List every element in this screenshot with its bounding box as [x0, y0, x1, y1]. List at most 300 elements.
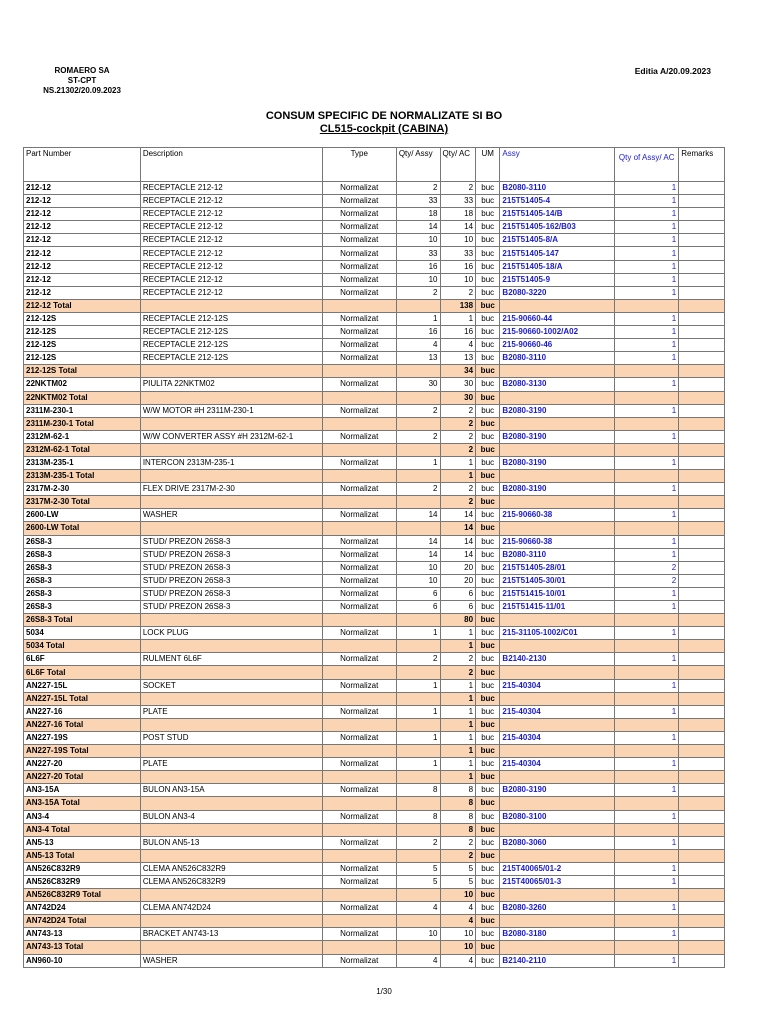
- qty-assy-cell: 10: [396, 273, 440, 286]
- type-cell: Normalizat: [322, 404, 396, 417]
- type-cell: [322, 522, 396, 535]
- qty-ac-cell: 4: [440, 954, 476, 967]
- table-row: [24, 456, 725, 469]
- remarks-cell: [679, 771, 725, 784]
- type-cell: Normalizat: [322, 928, 396, 941]
- table-row: [24, 627, 725, 640]
- assy-cell: 215T51415-10/01: [500, 587, 615, 600]
- qty-ac-cell: 16: [440, 260, 476, 273]
- table-row: [24, 731, 725, 744]
- qty-of-assy-cell: 1: [615, 195, 679, 208]
- remarks-cell: [679, 679, 725, 692]
- description-cell: [140, 915, 322, 928]
- um-cell: buc: [476, 548, 500, 561]
- qty-of-assy-cell: [615, 299, 679, 312]
- qty-ac-cell: 4: [440, 339, 476, 352]
- qty-assy-cell: 33: [396, 195, 440, 208]
- part-number-cell: AN960-10: [24, 954, 141, 967]
- part-number-cell: AN227-16 Total: [24, 718, 141, 731]
- qty-of-assy-cell: 1: [615, 875, 679, 888]
- part-number-cell: 26S8-3: [24, 574, 141, 587]
- part-number-cell: AN3-15A: [24, 784, 141, 797]
- table-row: [24, 221, 725, 234]
- assy-cell: [500, 718, 615, 731]
- type-cell: [322, 889, 396, 902]
- table-row: [24, 430, 725, 443]
- assy-cell: [500, 417, 615, 430]
- type-cell: Normalizat: [322, 195, 396, 208]
- description-cell: [140, 365, 322, 378]
- qty-assy-cell: [396, 470, 440, 483]
- part-number-cell: AN3-15A Total: [24, 797, 141, 810]
- qty-ac-cell: 1: [440, 718, 476, 731]
- qty-ac-cell: 14: [440, 535, 476, 548]
- col-header-remarks: Remarks: [679, 148, 725, 182]
- remarks-cell: [679, 928, 725, 941]
- description-cell: BRACKET AN743-13: [140, 928, 322, 941]
- description-cell: STUD/ PREZON 26S8-3: [140, 587, 322, 600]
- qty-assy-cell: [396, 915, 440, 928]
- part-number-cell: 212-12: [24, 221, 141, 234]
- part-number-cell: 6L6F: [24, 653, 141, 666]
- part-number-cell: AN743-13 Total: [24, 941, 141, 954]
- assy-cell: B2080-3180: [500, 928, 615, 941]
- qty-ac-cell: 13: [440, 352, 476, 365]
- total-row: [24, 614, 725, 627]
- um-cell: buc: [476, 456, 500, 469]
- remarks-cell: [679, 326, 725, 339]
- type-cell: Normalizat: [322, 208, 396, 221]
- qty-of-assy-cell: [615, 496, 679, 509]
- table-row: [24, 705, 725, 718]
- description-cell: [140, 522, 322, 535]
- assy-cell: 215T51405-18/A: [500, 260, 615, 273]
- remarks-cell: [679, 745, 725, 758]
- part-number-cell: 212-12: [24, 234, 141, 247]
- description-cell: PLATE: [140, 705, 322, 718]
- qty-of-assy-cell: 1: [615, 404, 679, 417]
- qty-ac-cell: 80: [440, 614, 476, 627]
- table-row: [24, 587, 725, 600]
- remarks-cell: [679, 365, 725, 378]
- qty-ac-cell: 10: [440, 889, 476, 902]
- qty-assy-cell: 10: [396, 574, 440, 587]
- description-cell: [140, 640, 322, 653]
- qty-of-assy-cell: [615, 692, 679, 705]
- type-cell: Normalizat: [322, 273, 396, 286]
- qty-of-assy-cell: 1: [615, 456, 679, 469]
- description-cell: [140, 391, 322, 404]
- qty-of-assy-cell: 1: [615, 731, 679, 744]
- qty-ac-cell: 5: [440, 862, 476, 875]
- remarks-cell: [679, 561, 725, 574]
- part-number-cell: 26S8-3 Total: [24, 614, 141, 627]
- remarks-cell: [679, 849, 725, 862]
- table-row: [24, 862, 725, 875]
- assy-cell: B2080-3110: [500, 352, 615, 365]
- document-title: CONSUM SPECIFIC DE NORMALIZATE SI BO: [265, 110, 503, 122]
- type-cell: Normalizat: [322, 352, 396, 365]
- remarks-cell: [679, 221, 725, 234]
- total-row: [24, 915, 725, 928]
- remarks-cell: [679, 718, 725, 731]
- table-row: [24, 810, 725, 823]
- um-cell: buc: [476, 443, 500, 456]
- qty-of-assy-cell: 1: [615, 221, 679, 234]
- part-number-cell: 2317M-2-30 Total: [24, 496, 141, 509]
- part-number-cell: 6L6F Total: [24, 666, 141, 679]
- part-number-cell: 212-12S: [24, 312, 141, 325]
- assy-cell: 215T51405-28/01: [500, 561, 615, 574]
- qty-assy-cell: [396, 417, 440, 430]
- part-number-cell: AN227-15L: [24, 679, 141, 692]
- qty-of-assy-cell: [615, 640, 679, 653]
- um-cell: buc: [476, 339, 500, 352]
- type-cell: Normalizat: [322, 954, 396, 967]
- type-cell: Normalizat: [322, 758, 396, 771]
- um-cell: buc: [476, 941, 500, 954]
- qty-of-assy-cell: 1: [615, 784, 679, 797]
- description-cell: INTERCON 2313M-235-1: [140, 456, 322, 469]
- part-number-cell: AN5-13 Total: [24, 849, 141, 862]
- assy-cell: [500, 391, 615, 404]
- description-cell: RECEPTACLE 212-12: [140, 195, 322, 208]
- qty-of-assy-cell: [615, 522, 679, 535]
- description-cell: [140, 823, 322, 836]
- type-cell: Normalizat: [322, 221, 396, 234]
- type-cell: [322, 915, 396, 928]
- description-cell: [140, 470, 322, 483]
- qty-assy-cell: [396, 823, 440, 836]
- qty-ac-cell: 2: [440, 496, 476, 509]
- um-cell: buc: [476, 535, 500, 548]
- qty-assy-cell: 2: [396, 182, 440, 195]
- table-row: [24, 653, 725, 666]
- um-cell: buc: [476, 326, 500, 339]
- qty-ac-cell: 2: [440, 666, 476, 679]
- qty-assy-cell: 2: [396, 430, 440, 443]
- description-cell: STUD/ PREZON 26S8-3: [140, 548, 322, 561]
- assy-cell: 215T51415-11/01: [500, 601, 615, 614]
- assy-cell: 215T51405-147: [500, 247, 615, 260]
- qty-of-assy-cell: 1: [615, 705, 679, 718]
- description-cell: [140, 443, 322, 456]
- qty-of-assy-cell: 1: [615, 483, 679, 496]
- assy-cell: 215-40304: [500, 705, 615, 718]
- table-row: [24, 273, 725, 286]
- type-cell: Normalizat: [322, 339, 396, 352]
- qty-of-assy-cell: 1: [615, 430, 679, 443]
- remarks-cell: [679, 731, 725, 744]
- qty-ac-cell: 2: [440, 483, 476, 496]
- col-header-part-number: Part Number: [24, 148, 141, 182]
- qty-assy-cell: 1: [396, 731, 440, 744]
- qty-of-assy-cell: [615, 745, 679, 758]
- assy-cell: [500, 823, 615, 836]
- um-cell: buc: [476, 365, 500, 378]
- qty-assy-cell: 14: [396, 509, 440, 522]
- um-cell: buc: [476, 640, 500, 653]
- table-row: [24, 195, 725, 208]
- assy-cell: B2080-3220: [500, 286, 615, 299]
- um-cell: buc: [476, 784, 500, 797]
- qty-of-assy-cell: [615, 823, 679, 836]
- type-cell: [322, 797, 396, 810]
- description-cell: W/W CONVERTER ASSY #H 2312M-62-1: [140, 430, 322, 443]
- type-cell: Normalizat: [322, 548, 396, 561]
- part-number-cell: 212-12: [24, 273, 141, 286]
- description-cell: RECEPTACLE 212-12: [140, 208, 322, 221]
- remarks-cell: [679, 810, 725, 823]
- qty-ac-cell: 1: [440, 731, 476, 744]
- qty-of-assy-cell: 1: [615, 627, 679, 640]
- qty-assy-cell: [396, 771, 440, 784]
- total-row: [24, 692, 725, 705]
- qty-assy-cell: [396, 496, 440, 509]
- qty-ac-cell: 2: [440, 443, 476, 456]
- assy-cell: [500, 365, 615, 378]
- assy-cell: [500, 443, 615, 456]
- type-cell: Normalizat: [322, 587, 396, 600]
- remarks-cell: [679, 378, 725, 391]
- remarks-cell: [679, 456, 725, 469]
- um-cell: buc: [476, 954, 500, 967]
- table-header-row: [24, 148, 725, 182]
- remarks-cell: [679, 339, 725, 352]
- qty-assy-cell: 14: [396, 548, 440, 561]
- table-row: [24, 182, 725, 195]
- qty-ac-cell: 2: [440, 182, 476, 195]
- assy-cell: [500, 522, 615, 535]
- qty-assy-cell: 2: [396, 483, 440, 496]
- qty-of-assy-cell: [615, 666, 679, 679]
- qty-ac-cell: 1: [440, 456, 476, 469]
- table-row: [24, 234, 725, 247]
- assy-cell: B2080-3060: [500, 836, 615, 849]
- qty-of-assy-cell: 1: [615, 679, 679, 692]
- qty-ac-cell: 1: [440, 771, 476, 784]
- qty-ac-cell: 8: [440, 823, 476, 836]
- qty-assy-cell: 4: [396, 902, 440, 915]
- um-cell: buc: [476, 496, 500, 509]
- remarks-cell: [679, 862, 725, 875]
- qty-of-assy-cell: 1: [615, 601, 679, 614]
- part-number-cell: AN227-19S Total: [24, 745, 141, 758]
- qty-assy-cell: [396, 391, 440, 404]
- type-cell: Normalizat: [322, 326, 396, 339]
- part-number-cell: 2311M-230-1 Total: [24, 417, 141, 430]
- description-cell: POST STUD: [140, 731, 322, 744]
- um-cell: buc: [476, 797, 500, 810]
- um-cell: buc: [476, 587, 500, 600]
- qty-of-assy-cell: 1: [615, 312, 679, 325]
- col-header-qty-ac: Qty/ AC: [440, 148, 476, 182]
- qty-of-assy-cell: 1: [615, 352, 679, 365]
- remarks-cell: [679, 182, 725, 195]
- qty-assy-cell: [396, 365, 440, 378]
- col-header-assy: Assy: [500, 148, 615, 182]
- table-row: [24, 483, 725, 496]
- table-row: [24, 208, 725, 221]
- assy-cell: 215T51405-4: [500, 195, 615, 208]
- qty-assy-cell: 8: [396, 784, 440, 797]
- qty-assy-cell: 2: [396, 653, 440, 666]
- um-cell: buc: [476, 823, 500, 836]
- qty-assy-cell: 4: [396, 954, 440, 967]
- assy-cell: [500, 470, 615, 483]
- total-row: [24, 522, 725, 535]
- remarks-cell: [679, 875, 725, 888]
- qty-of-assy-cell: 1: [615, 182, 679, 195]
- table-row: [24, 902, 725, 915]
- qty-ac-cell: 138: [440, 299, 476, 312]
- total-row: [24, 470, 725, 483]
- qty-of-assy-cell: 1: [615, 339, 679, 352]
- qty-of-assy-cell: [615, 391, 679, 404]
- qty-ac-cell: 1: [440, 627, 476, 640]
- qty-ac-cell: 4: [440, 902, 476, 915]
- um-cell: buc: [476, 731, 500, 744]
- qty-of-assy-cell: 1: [615, 653, 679, 666]
- qty-assy-cell: 10: [396, 928, 440, 941]
- qty-of-assy-cell: [615, 771, 679, 784]
- total-row: [24, 417, 725, 430]
- assy-cell: 215T51405-8/A: [500, 234, 615, 247]
- um-cell: buc: [476, 234, 500, 247]
- part-number-cell: AN3-4: [24, 810, 141, 823]
- type-cell: Normalizat: [322, 535, 396, 548]
- assy-cell: [500, 692, 615, 705]
- part-number-cell: 212-12: [24, 182, 141, 195]
- description-cell: [140, 718, 322, 731]
- assy-cell: [500, 915, 615, 928]
- qty-assy-cell: 1: [396, 312, 440, 325]
- part-number-cell: 2600-LW Total: [24, 522, 141, 535]
- qty-assy-cell: [396, 299, 440, 312]
- qty-ac-cell: 10: [440, 941, 476, 954]
- qty-of-assy-cell: 1: [615, 548, 679, 561]
- assy-cell: [500, 797, 615, 810]
- qty-ac-cell: 10: [440, 234, 476, 247]
- um-cell: buc: [476, 522, 500, 535]
- type-cell: [322, 941, 396, 954]
- remarks-cell: [679, 653, 725, 666]
- remarks-cell: [679, 836, 725, 849]
- description-cell: STUD/ PREZON 26S8-3: [140, 561, 322, 574]
- company-name: ROMAERO SA: [54, 66, 110, 75]
- qty-ac-cell: 14: [440, 509, 476, 522]
- qty-ac-cell: 33: [440, 247, 476, 260]
- assy-cell: 215-90660-38: [500, 535, 615, 548]
- assy-cell: [500, 849, 615, 862]
- um-cell: buc: [476, 875, 500, 888]
- um-cell: buc: [476, 312, 500, 325]
- qty-ac-cell: 34: [440, 365, 476, 378]
- assy-cell: [500, 666, 615, 679]
- col-header-qty-of-assy: Qty of Assy/ AC: [615, 148, 679, 182]
- assy-cell: [500, 614, 615, 627]
- part-number-cell: 2313M-235-1 Total: [24, 470, 141, 483]
- qty-of-assy-cell: [615, 470, 679, 483]
- assy-cell: 215-40304: [500, 679, 615, 692]
- table-row: [24, 561, 725, 574]
- col-header-description: Description: [140, 148, 322, 182]
- qty-assy-cell: 6: [396, 587, 440, 600]
- assy-cell: 215T51405-30/01: [500, 574, 615, 587]
- qty-ac-cell: 20: [440, 561, 476, 574]
- type-cell: Normalizat: [322, 601, 396, 614]
- qty-of-assy-cell: [615, 915, 679, 928]
- type-cell: Normalizat: [322, 679, 396, 692]
- assy-cell: [500, 496, 615, 509]
- description-cell: RECEPTACLE 212-12S: [140, 352, 322, 365]
- total-row: [24, 365, 725, 378]
- remarks-cell: [679, 352, 725, 365]
- table-row: [24, 352, 725, 365]
- qty-ac-cell: 10: [440, 928, 476, 941]
- qty-assy-cell: 1: [396, 679, 440, 692]
- description-cell: WASHER: [140, 509, 322, 522]
- um-cell: buc: [476, 849, 500, 862]
- remarks-cell: [679, 208, 725, 221]
- part-number-cell: 26S8-3: [24, 535, 141, 548]
- table-row: [24, 954, 725, 967]
- assy-cell: [500, 941, 615, 954]
- qty-of-assy-cell: 2: [615, 574, 679, 587]
- qty-ac-cell: 2: [440, 404, 476, 417]
- remarks-cell: [679, 299, 725, 312]
- table-row: [24, 574, 725, 587]
- part-number-cell: 212-12: [24, 260, 141, 273]
- qty-of-assy-cell: 1: [615, 509, 679, 522]
- table-row: [24, 784, 725, 797]
- assy-cell: 215T40065/01-2: [500, 862, 615, 875]
- type-cell: Normalizat: [322, 260, 396, 273]
- description-cell: BULON AN5-13: [140, 836, 322, 849]
- assy-cell: B2080-3110: [500, 548, 615, 561]
- remarks-cell: [679, 902, 725, 915]
- description-cell: PLATE: [140, 758, 322, 771]
- assy-cell: 215-90660-44: [500, 312, 615, 325]
- description-cell: [140, 299, 322, 312]
- description-cell: [140, 941, 322, 954]
- table-row: [24, 928, 725, 941]
- qty-assy-cell: 2: [396, 286, 440, 299]
- um-cell: buc: [476, 614, 500, 627]
- description-cell: RULMENT 6L6F: [140, 653, 322, 666]
- document-subtitle: CL515-cockpit (CABINA): [319, 123, 449, 135]
- qty-ac-cell: 1: [440, 640, 476, 653]
- qty-ac-cell: 1: [440, 312, 476, 325]
- description-cell: PIULITA 22NKTM02: [140, 378, 322, 391]
- qty-assy-cell: 14: [396, 535, 440, 548]
- part-number-cell: 2317M-2-30: [24, 483, 141, 496]
- type-cell: Normalizat: [322, 430, 396, 443]
- col-header-um: UM: [476, 148, 500, 182]
- table-row: [24, 286, 725, 299]
- qty-ac-cell: 1: [440, 679, 476, 692]
- description-cell: [140, 797, 322, 810]
- part-number-cell: 212-12 Total: [24, 299, 141, 312]
- description-cell: RECEPTACLE 212-12S: [140, 339, 322, 352]
- department: ST-CPT: [67, 76, 97, 85]
- um-cell: buc: [476, 404, 500, 417]
- qty-ac-cell: 2: [440, 430, 476, 443]
- total-row: [24, 443, 725, 456]
- assy-cell: 215-40304: [500, 758, 615, 771]
- qty-assy-cell: 1: [396, 627, 440, 640]
- remarks-cell: [679, 535, 725, 548]
